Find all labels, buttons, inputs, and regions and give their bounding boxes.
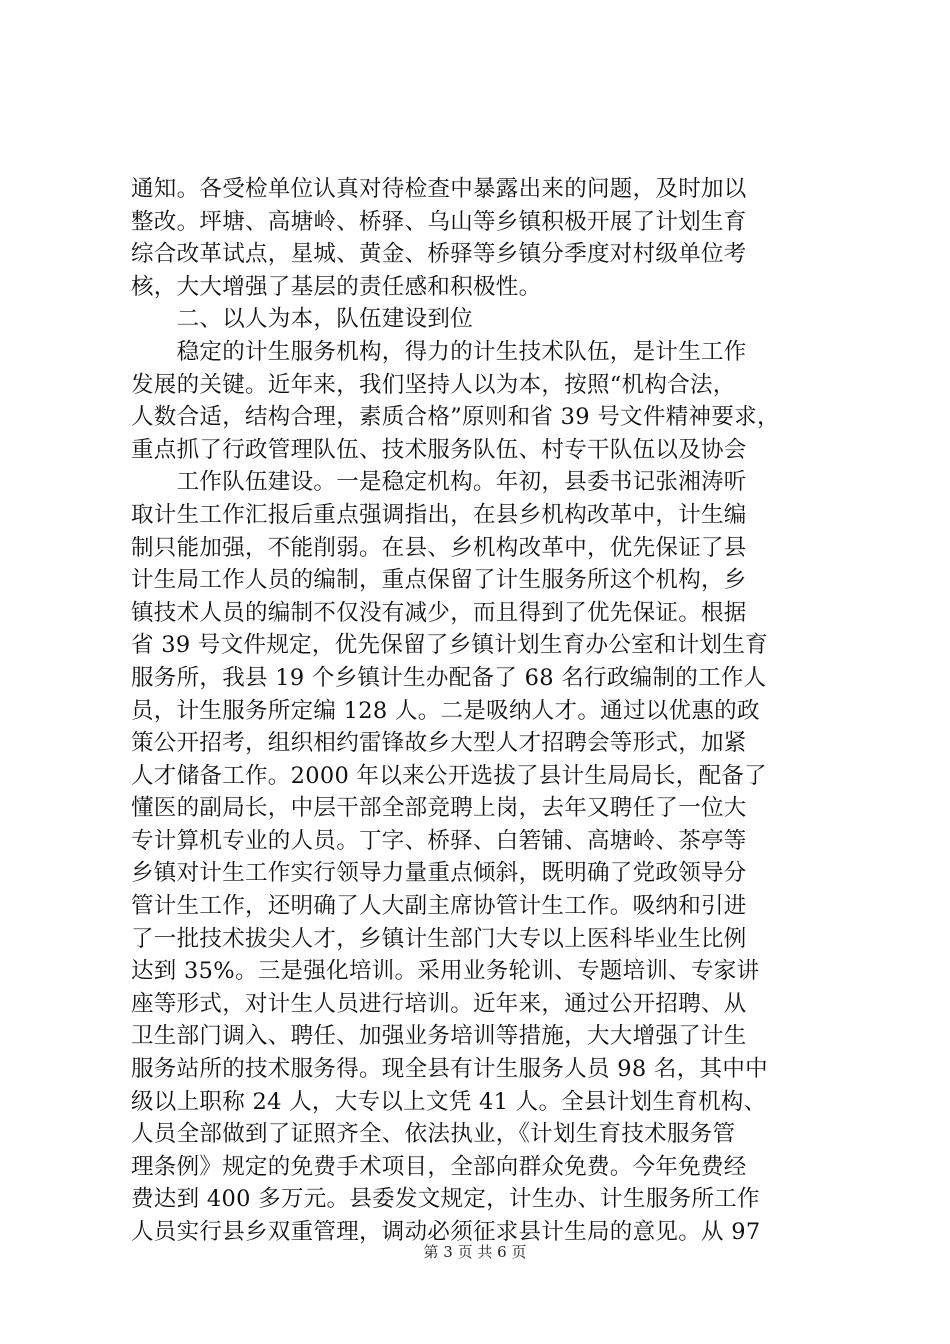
text-line: 通知。各受检单位认真对待检查中暴露出来的问题，及时加以 [131, 176, 747, 202]
text-line: 二、以人为本，队伍建设到位 [131, 306, 474, 333]
text-line: 员，计生服务所定编 128 人。二是吸纳人才。通过以优惠的政 [131, 697, 760, 724]
text-line: 达到 35%。三是强化培训。采用业务轮训、专题培训、专家讲 [131, 958, 760, 985]
text-line: 计生局工作人员的编制，重点保留了计生服务所这个机构，乡 [131, 567, 747, 594]
text-line: 乡镇对计生工作实行领导力量重点倾斜，既明确了党政领导分 [131, 860, 747, 887]
text-line: 工作队伍建设。一是稳定机构。年初，县委书记张湘涛听 [131, 469, 747, 496]
text-line: 人才储备工作。2000 年以来公开选拔了县计生局局长，配备了 [131, 762, 767, 789]
page-footer: 第 3 页 共 6 页 [423, 1243, 527, 1261]
text-line: 理条例》规定的免费手术项目，全部向群众免费。今年免费经 [131, 1153, 747, 1180]
text-line: 核，大大增强了基层的责任感和积极性。 [131, 273, 542, 300]
text-line: 综合改革试点，星城、黄金、桥驿等乡镇分季度对村级单位考 [131, 241, 747, 268]
text-line: 了一批技术拔尖人才，乡镇计生部门大专以上医科毕业生比例 [131, 925, 747, 952]
text-line: 懂医的副局长，中层干部全部竞聘上岗，去年又聘任了一位大 [131, 795, 747, 822]
text-line: 人数合适，结构合理，素质合格”原则和省 39 号文件精神要求， [131, 404, 780, 431]
text-line: 费达到 400 多万元。县委发文规定，计生办、计生服务所工作 [131, 1186, 760, 1213]
text-line: 人员实行县乡双重管理，调动必须征求县计生局的意见。从 97 [131, 1219, 761, 1245]
text-line: 制只能加强，不能削弱。在县、乡机构改革中，优先保证了县 [131, 534, 747, 561]
text-line: 人员全部做到了证照齐全、依法执业，《计划生育技术服务管 [131, 1121, 736, 1148]
text-line: 管计生工作，还明确了人大副主席协管计生工作。吸纳和引进 [131, 893, 747, 920]
text-line: 镇技术人员的编制不仅没有减少，而且得到了优先保证。根据 [131, 599, 747, 626]
text-line: 座等形式，对计生人员进行培训。近年来，通过公开招聘、从 [131, 990, 747, 1017]
text-line: 服务所，我县 19 个乡镇计生办配备了 68 名行政编制的工作人 [131, 664, 767, 691]
text-line: 稳定的计生服务机构，得力的计生技术队伍，是计生工作 [131, 338, 747, 365]
text-line: 专计算机专业的人员。丁字、桥驿、白箬铺、高塘岭、茶亭等 [131, 827, 747, 854]
text-line: 级以上职称 24 人，大专以上文凭 41 人。全县计划生育机构、 [131, 1088, 767, 1115]
text-line: 整改。坪塘、高塘岭、桥驿、乌山等乡镇积极开展了计划生育 [131, 208, 747, 235]
text-line: 服务站所的技术服务得。现全县有计生服务人员 98 名，其中中 [131, 1056, 768, 1083]
body-text [131, 173, 831, 1249]
text-line: 取计生工作汇报后重点强调指出，在县乡机构改革中，计生编 [131, 501, 747, 528]
text-line: 重点抓了行政管理队伍、技术服务队伍、村专干队伍以及协会 [131, 436, 747, 463]
text-line: 卫生部门调入、聘任、加强业务培训等措施，大大增强了计生 [131, 1023, 747, 1050]
text-line: 省 39 号文件规定，优先保留了乡镇计划生育办公室和计划生育 [131, 632, 768, 659]
text-line: 发展的关键。近年来，我们坚持人以为本，按照“机构合法， [131, 371, 736, 398]
text-line: 策公开招考，组织相约雷锋故乡大型人才招聘会等形式，加紧 [131, 730, 747, 757]
